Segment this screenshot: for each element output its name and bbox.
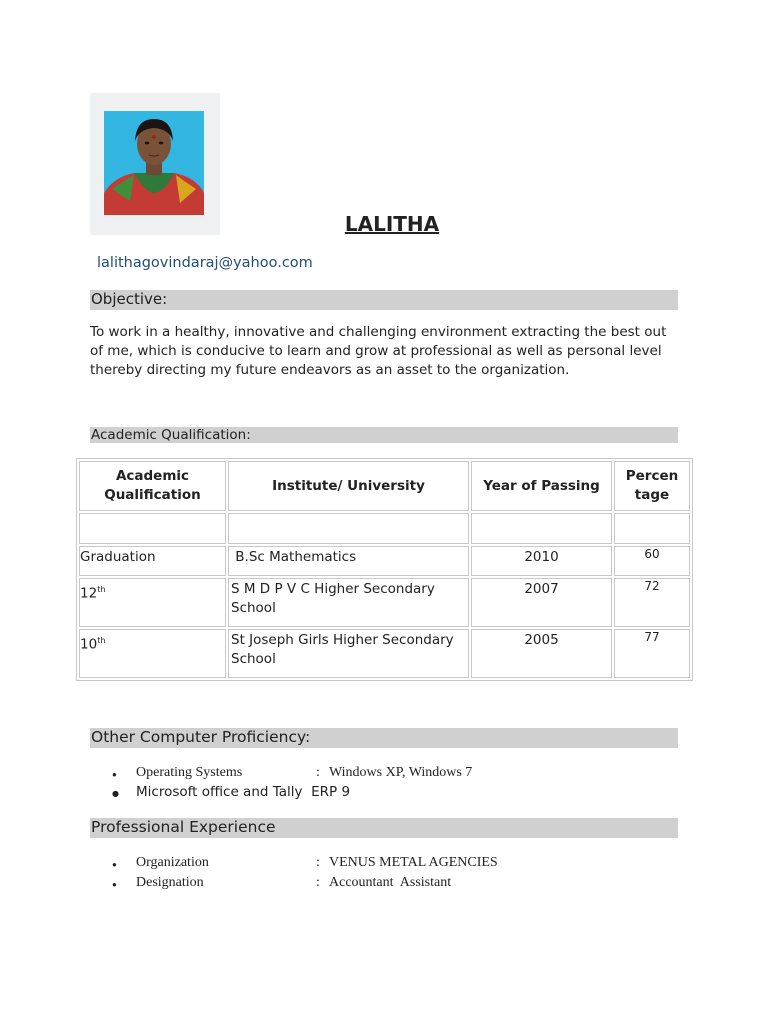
item-text: Microsoft office and Tally ERP 9 — [136, 784, 351, 800]
objective-text: To work in a healthy, innovative and challenging environment extracting the best out of me, which is conducive to learn and grow at professional as well as personal level thereby directing my future endeavors as an asset to the organization. — [90, 324, 667, 378]
candidate-name: LALITHA — [344, 212, 440, 236]
profile-photo — [104, 111, 204, 215]
column-header: Year of Passing — [471, 461, 612, 511]
year-cell — [471, 629, 612, 678]
qualification-cell — [79, 546, 226, 576]
year-cell — [471, 578, 612, 627]
empty-cell — [614, 513, 690, 544]
institute-text: B.Sc Mathematics — [231, 549, 357, 565]
table-header-row — [79, 461, 690, 511]
empty-cell — [79, 513, 226, 544]
experience-heading: Professional Experience — [91, 818, 276, 836]
empty-cell — [228, 513, 469, 544]
item-value: Windows XP, Windows 7 — [329, 765, 473, 780]
institute-cell — [228, 629, 469, 678]
empty-cell — [471, 513, 612, 544]
institute-cell — [228, 578, 469, 627]
list-item — [112, 765, 472, 784]
objective-heading-band — [90, 290, 678, 310]
column-header: Institute/ University — [228, 461, 469, 511]
table-row-empty — [79, 513, 690, 544]
item-separator: : — [316, 875, 320, 890]
list-item — [112, 875, 498, 894]
computer-heading: Other Computer Proficiency: — [91, 728, 311, 746]
experience-list — [112, 855, 498, 894]
qualification-cell — [79, 578, 226, 627]
institute-text: S M D P V C Higher Secondary School — [231, 581, 435, 616]
academic-table — [76, 458, 693, 681]
item-separator: : — [316, 855, 320, 870]
academic-heading: Academic Qualification: — [91, 427, 251, 443]
qualification-text: 10 — [80, 636, 98, 653]
academic-heading-band — [90, 427, 678, 443]
table-row — [79, 546, 690, 576]
list-item — [112, 784, 472, 803]
year-text: 2010 — [524, 549, 559, 565]
item-separator: : — [316, 765, 320, 780]
institute-cell — [228, 546, 469, 576]
qualification-cell — [79, 629, 226, 678]
item-value: VENUS METAL AGENCIES — [329, 855, 498, 870]
item-value: Accountant Assistant — [329, 875, 452, 890]
percentage-cell: 72 — [614, 578, 690, 627]
item-label: Organization — [136, 855, 209, 870]
column-header: Academic Qualification — [79, 461, 226, 511]
computer-list — [112, 765, 472, 803]
percentage-cell: 60 — [614, 546, 690, 576]
item-label: Designation — [136, 875, 204, 890]
year-cell — [471, 546, 612, 576]
table-row — [79, 629, 690, 678]
item-label: Operating Systems — [136, 765, 243, 780]
percentage-cell: 77 — [614, 629, 690, 678]
experience-heading-band — [90, 818, 678, 838]
objective-heading: Objective: — [91, 290, 168, 308]
qualification-text: 12 — [80, 585, 98, 602]
institute-text: St Joseph Girls Higher Secondary School — [231, 632, 454, 667]
list-item — [112, 855, 498, 875]
email-link[interactable]: lalithagovindaraj@yahoo.com — [97, 255, 313, 271]
table-row — [79, 578, 690, 627]
year-text: 2005 — [524, 632, 559, 648]
computer-heading-band — [90, 728, 678, 748]
column-header: Percen tage — [614, 461, 690, 511]
year-text: 2007 — [524, 581, 559, 597]
ordinal-suffix: th — [97, 585, 106, 594]
qualification-text: Graduation — [80, 549, 156, 565]
ordinal-suffix: th — [97, 636, 106, 645]
